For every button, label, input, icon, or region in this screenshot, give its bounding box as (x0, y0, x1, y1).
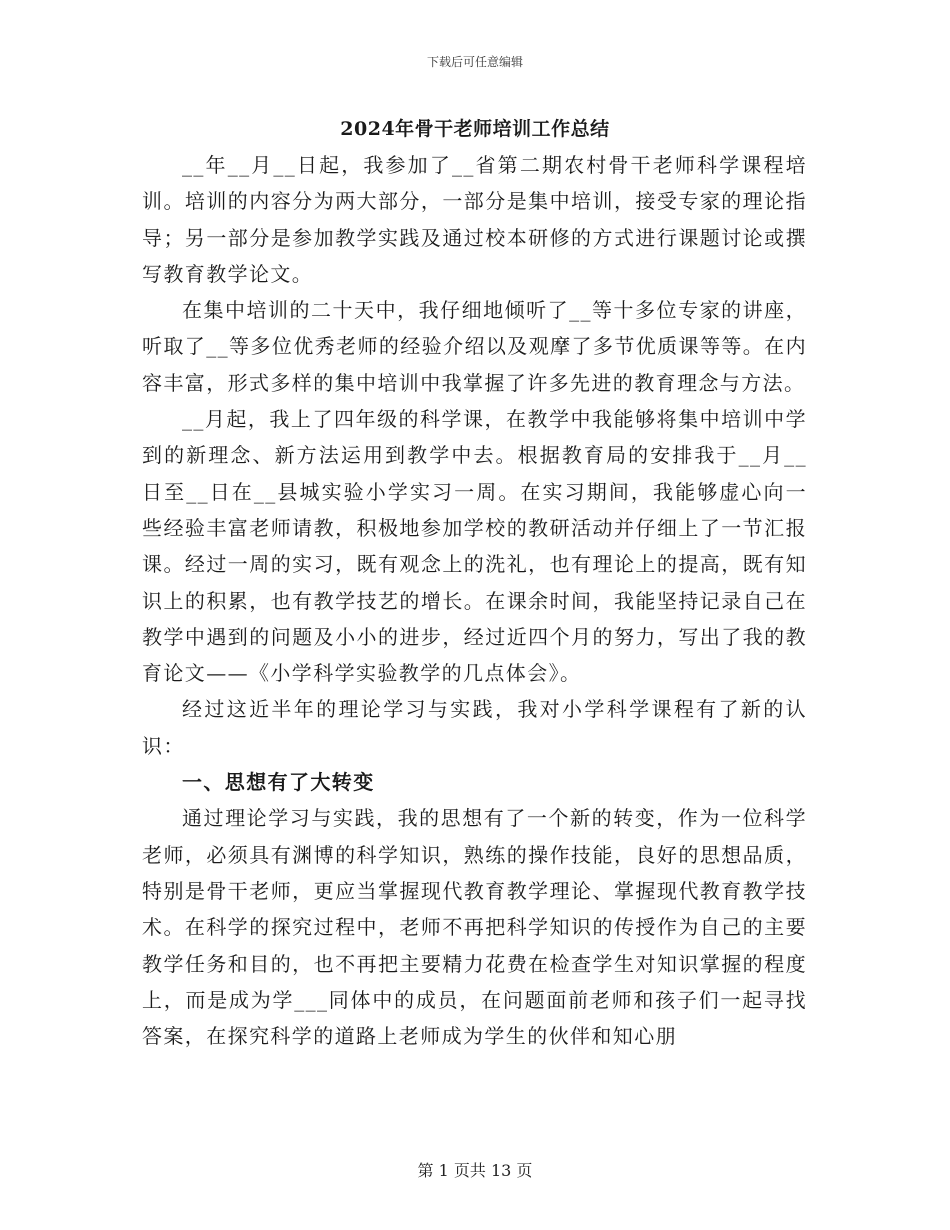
paragraph-training: 在集中培训的二十天中，我仔细地倾听了__等十多位专家的讲座，听取了__等多位优秀老师的经验介绍以及观摩了多节优质课等等。在内容丰富，形式多样的集中培训中我掌握了许多先进的教育理念与方法。 (142, 298, 807, 395)
document-body (142, 147, 807, 1054)
section-heading: 一、思想有了大转变 (182, 770, 375, 795)
page-number: 第 1 页共 13 页 (417, 1161, 533, 1180)
document-title: 2024年骨干老师培训工作总结 (340, 118, 610, 140)
paragraph-section-body: 通过理论学习与实践，我的思想有了一个新的转变，作为一位科学老师，必须具有渊博的科学知识，熟练的操作技能，良好的思想品质，特别是骨干老师，更应当掌握现代教育教学理论、掌握现代教育教学技术。在科学的探究过程中，老师不再把科学知识的传授作为自己的主要教学任务和目的，也不再把主要精力花费在检查学生对知识掌握的程度上，而是成为学___同体中的成员，在问题面前老师和孩子们一起寻找答案，在探究科学的道路上老师成为学生的伙伴和知心朋 (142, 806, 807, 1049)
paragraph-summary: 经过这近半年的理论学习与实践，我对小学科学课程有了新的认识： (142, 697, 807, 758)
paragraph-intro: __年__月__日起，我参加了__省第二期农村骨干老师科学课程培训。培训的内容分为两大部分，一部分是集中培训，接受专家的理论指导；另一部分是参加教学实践及通过校本研修的方式进行课题讨论或撰写教育教学论文。 (142, 153, 807, 286)
page-header-note: 下载后可任意编辑 (426, 55, 523, 69)
paragraph-practice: __月起，我上了四年级的科学课，在教学中我能够将集中培训中学到的新理念、新方法运用到教学中去。根据教育局的安排我于__月__日至__日在__县城实验小学实习一周。在实习期间，我能够虚心向一些经验丰富老师请教，积极地参加学校的教研活动并仔细上了一节汇报课。经过一周的实习，既有观念上的洗礼，也有理论上的提高，既有知识上的积累，也有教学技艺的增长。在课余时间，我能坚持记录自己在教学中遇到的问题及小小的进步，经过近四个月的努力，写出了我的教育论文——《小学科学实验教学的几点体会》。 (142, 407, 807, 686)
